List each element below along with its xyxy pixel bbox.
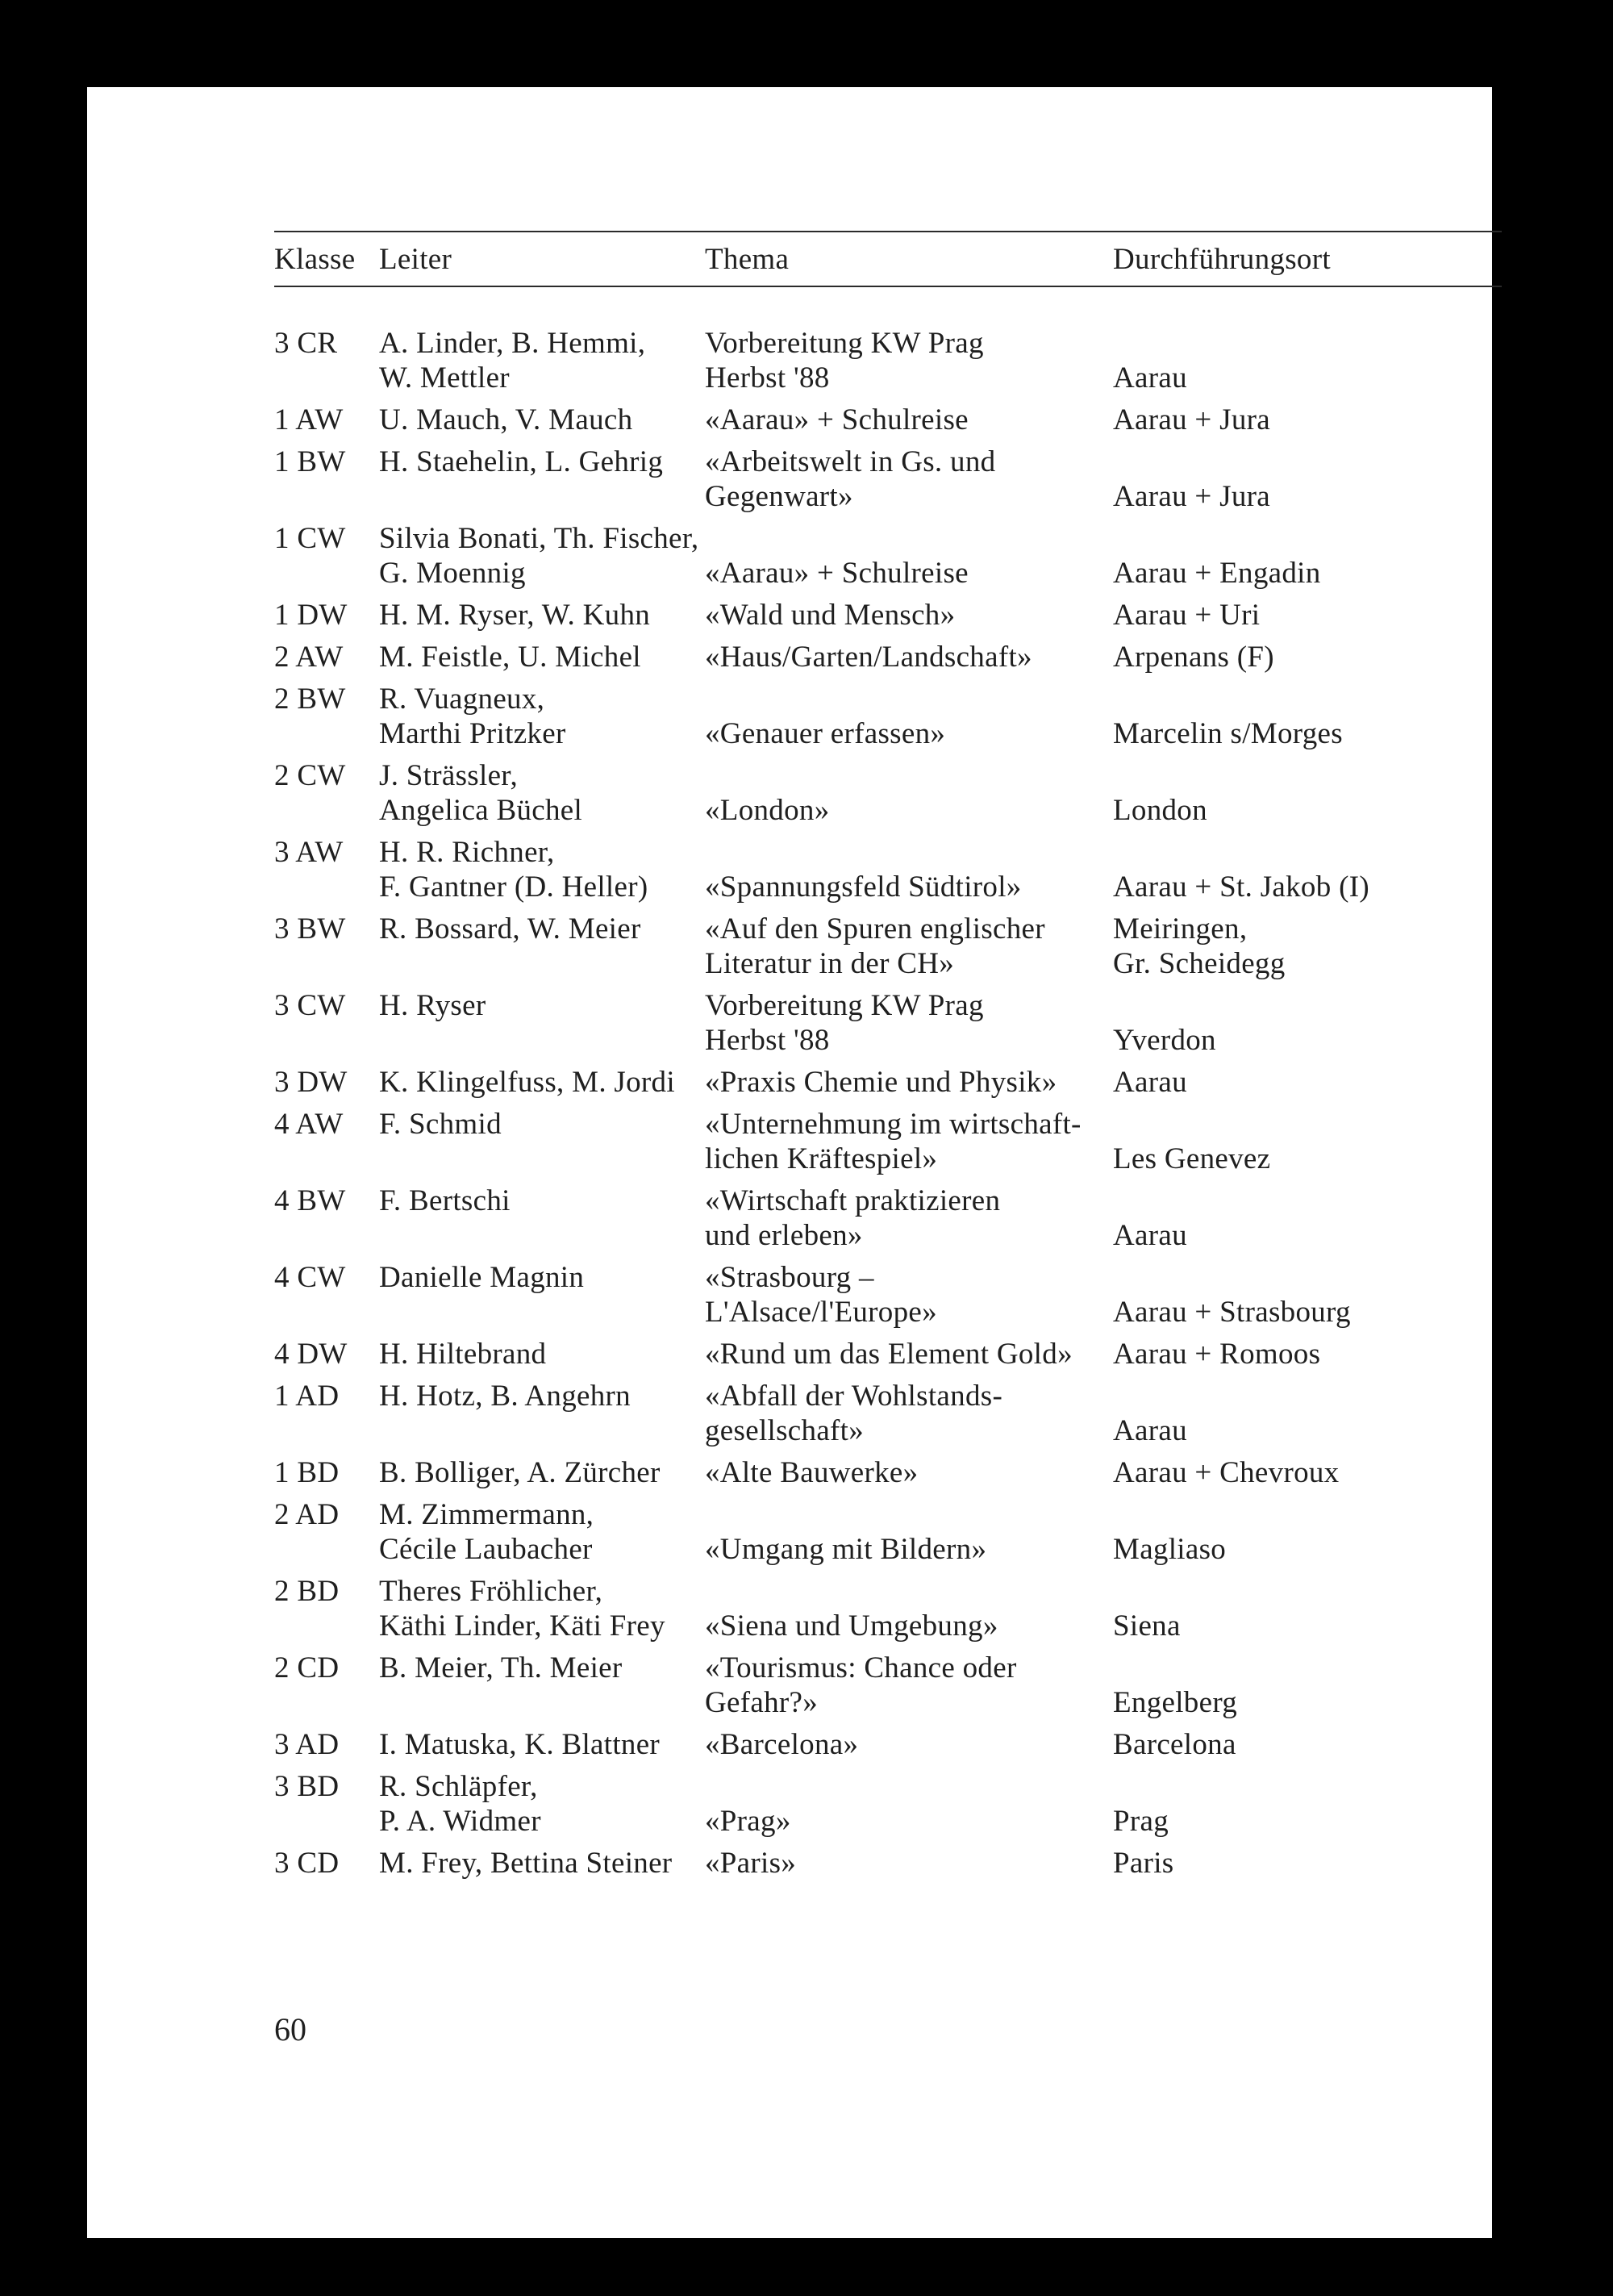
thema-line: «Arbeitswelt in Gs. und bbox=[705, 445, 996, 478]
klasse-text: 1 BW bbox=[274, 445, 346, 478]
leiter-line: Silvia Bonati, Th. Fischer, bbox=[379, 522, 699, 555]
ort-line bbox=[1113, 1379, 1187, 1413]
leiter-cell bbox=[379, 682, 566, 751]
thema-line: «London» bbox=[705, 794, 830, 827]
thema-cell bbox=[705, 640, 1032, 674]
klasse-text: 3 CR bbox=[274, 327, 338, 360]
leiter-cell bbox=[379, 1497, 594, 1567]
leiter-line: K. Klingelfuss, M. Jordi bbox=[379, 1066, 675, 1099]
klasse-text: 2 BD bbox=[274, 1575, 340, 1608]
leiter-line: J. Strässler, bbox=[379, 759, 518, 792]
klasse-text: 1 AW bbox=[274, 403, 344, 436]
leiter-line: R. Vuagneux, bbox=[379, 683, 545, 716]
klasse-text: 2 CW bbox=[274, 759, 346, 792]
leiter-line: F. Gantner (D. Heller) bbox=[379, 870, 648, 904]
table-row bbox=[87, 1497, 1492, 1567]
leiter-cell bbox=[379, 912, 641, 946]
leiter-line: H. Hiltebrand bbox=[379, 1338, 547, 1371]
klasse-cell bbox=[274, 912, 346, 946]
thema-cell bbox=[705, 1497, 986, 1567]
ort-cell bbox=[1113, 1846, 1174, 1881]
table-body bbox=[87, 326, 1492, 1888]
thema-cell bbox=[705, 912, 1045, 981]
thema-cell bbox=[705, 835, 1022, 904]
table-row bbox=[87, 1183, 1492, 1253]
table-row bbox=[87, 1574, 1492, 1643]
ort-cell bbox=[1113, 1065, 1187, 1100]
ort-line bbox=[1113, 1183, 1187, 1218]
thema-cell bbox=[705, 521, 969, 591]
leiter-line: R. Bossard, W. Meier bbox=[379, 912, 641, 946]
klasse-text: 3 BW bbox=[274, 912, 346, 946]
thema-cell bbox=[705, 988, 984, 1058]
thema-cell bbox=[705, 1379, 1002, 1448]
ort-cell bbox=[1113, 640, 1274, 674]
ort-line bbox=[1113, 988, 1216, 1023]
thema-line bbox=[705, 682, 945, 716]
thema-line: «Tourismus: Chance oder bbox=[705, 1651, 1017, 1684]
ort-line bbox=[1113, 1574, 1181, 1609]
ort-line: Yverdon bbox=[1113, 1024, 1216, 1057]
ort-cell bbox=[1113, 682, 1343, 751]
leiter-line: F. Schmid bbox=[379, 1108, 502, 1141]
table-row bbox=[87, 758, 1492, 828]
table-row bbox=[87, 912, 1492, 981]
ort-line: Siena bbox=[1113, 1609, 1181, 1643]
klasse-cell bbox=[274, 1337, 348, 1371]
ort-cell bbox=[1113, 912, 1286, 981]
thema-line: «Abfall der Wohlstands- bbox=[705, 1380, 1003, 1413]
leiter-line: A. Linder, B. Hemmi, bbox=[379, 327, 646, 360]
klasse-cell bbox=[274, 1107, 344, 1142]
leiter-line: M. Frey, Bettina Steiner bbox=[379, 1847, 673, 1880]
ort-cell bbox=[1113, 598, 1260, 632]
klasse-text: 2 AW bbox=[274, 641, 344, 674]
ort-cell bbox=[1113, 403, 1270, 437]
thema-line: lichen Kräftespiel» bbox=[705, 1142, 938, 1175]
thema-cell bbox=[705, 682, 945, 751]
leiter-cell bbox=[379, 1769, 541, 1839]
thema-line: «Praxis Chemie und Physik» bbox=[705, 1066, 1057, 1099]
ort-cell bbox=[1113, 1574, 1181, 1643]
thema-line bbox=[705, 521, 969, 556]
ort-cell bbox=[1113, 1337, 1320, 1371]
thema-line bbox=[705, 1497, 986, 1532]
klasse-cell bbox=[274, 1497, 339, 1532]
klasse-text: 1 BD bbox=[274, 1456, 340, 1489]
thema-line: Gegenwart» bbox=[705, 480, 853, 513]
klasse-cell bbox=[274, 403, 344, 437]
leiter-line: M. Zimmermann, bbox=[379, 1498, 594, 1531]
thema-line: «Wirtschaft praktizieren bbox=[705, 1184, 1001, 1217]
thema-line: «Wald und Mensch» bbox=[705, 599, 956, 632]
table-row bbox=[87, 326, 1492, 395]
document-page bbox=[87, 87, 1492, 2238]
ort-line: Aarau + Jura bbox=[1113, 403, 1270, 436]
thema-cell bbox=[705, 1769, 791, 1839]
table-row bbox=[87, 1337, 1492, 1371]
header-klasse: Klasse bbox=[274, 243, 356, 276]
ort-line: Aarau bbox=[1113, 1414, 1187, 1447]
leiter-cell bbox=[379, 1846, 672, 1881]
leiter-line: B. Bolliger, A. Zürcher bbox=[379, 1456, 661, 1489]
thema-line bbox=[705, 1574, 998, 1609]
leiter-line: H. Hotz, B. Angehrn bbox=[379, 1380, 631, 1413]
leiter-cell bbox=[379, 988, 486, 1023]
klasse-cell bbox=[274, 1574, 339, 1609]
leiter-line: P. A. Widmer bbox=[379, 1805, 541, 1838]
klasse-cell bbox=[274, 1379, 339, 1413]
leiter-line: H. M. Ryser, W. Kuhn bbox=[379, 599, 651, 632]
ort-line bbox=[1113, 326, 1187, 361]
thema-cell bbox=[705, 1846, 796, 1881]
thema-line: Literatur in der CH» bbox=[705, 947, 955, 980]
ort-line: Prag bbox=[1113, 1805, 1169, 1838]
ort-line: Aarau bbox=[1113, 361, 1187, 394]
leiter-cell bbox=[379, 1183, 511, 1218]
ort-line: Aarau + Strasbourg bbox=[1113, 1296, 1351, 1329]
ort-line bbox=[1113, 1497, 1226, 1532]
ort-line: Aarau + Chevroux bbox=[1113, 1456, 1340, 1489]
klasse-cell bbox=[274, 1769, 339, 1804]
thema-cell bbox=[705, 403, 969, 437]
table-header-rule bbox=[274, 286, 1502, 287]
thema-line: «Paris» bbox=[705, 1847, 797, 1880]
klasse-text: 2 BW bbox=[274, 683, 346, 716]
leiter-line: G. Moennig bbox=[379, 557, 526, 590]
thema-cell bbox=[705, 1107, 1082, 1176]
leiter-cell bbox=[379, 1107, 502, 1142]
leiter-cell bbox=[379, 326, 645, 395]
thema-cell bbox=[705, 1727, 858, 1762]
thema-cell bbox=[705, 1651, 1017, 1720]
thema-line: «Unternehmung im wirtschaft- bbox=[705, 1108, 1082, 1141]
thema-line: «Aarau» + Schulreise bbox=[705, 557, 969, 590]
ort-line bbox=[1113, 1769, 1169, 1804]
table-row bbox=[87, 1769, 1492, 1839]
klasse-cell bbox=[274, 1065, 348, 1100]
table-row bbox=[87, 640, 1492, 674]
ort-line bbox=[1113, 682, 1343, 716]
leiter-line: Marthi Pritzker bbox=[379, 717, 566, 750]
thema-line: «Spannungsfeld Südtirol» bbox=[705, 870, 1022, 904]
leiter-cell bbox=[379, 403, 632, 437]
ort-cell bbox=[1113, 1455, 1339, 1490]
thema-line bbox=[705, 758, 830, 793]
leiter-cell bbox=[379, 1574, 665, 1643]
thema-cell bbox=[705, 1183, 1000, 1253]
thema-line: Herbst '88 bbox=[705, 361, 830, 394]
thema-line: «Barcelona» bbox=[705, 1728, 859, 1761]
ort-line bbox=[1113, 1651, 1237, 1685]
klasse-text: 4 DW bbox=[274, 1338, 348, 1371]
thema-line: «Aarau» + Schulreise bbox=[705, 403, 969, 436]
ort-line: Magliaso bbox=[1113, 1533, 1227, 1566]
klasse-cell bbox=[274, 326, 337, 361]
ort-line: Aarau + St. Jakob (I) bbox=[1113, 870, 1369, 904]
leiter-line: U. Mauch, V. Mauch bbox=[379, 403, 633, 436]
header-thema: Thema bbox=[705, 243, 790, 276]
thema-line: «Prag» bbox=[705, 1805, 791, 1838]
klasse-cell bbox=[274, 1846, 339, 1881]
leiter-line: Danielle Magnin bbox=[379, 1261, 585, 1294]
leiter-cell bbox=[379, 1337, 546, 1371]
leiter-cell bbox=[379, 1455, 661, 1490]
table-row bbox=[87, 1455, 1492, 1490]
thema-cell bbox=[705, 598, 955, 632]
leiter-cell bbox=[379, 1065, 675, 1100]
ort-cell bbox=[1113, 835, 1369, 904]
thema-line: gesellschaft» bbox=[705, 1414, 865, 1447]
thema-cell bbox=[705, 1260, 937, 1330]
ort-line: Aarau bbox=[1113, 1219, 1187, 1252]
klasse-text: 2 AD bbox=[274, 1498, 340, 1531]
leiter-cell bbox=[379, 1727, 660, 1762]
thema-line: Herbst '88 bbox=[705, 1024, 830, 1057]
klasse-cell bbox=[274, 445, 346, 479]
leiter-cell bbox=[379, 640, 641, 674]
leiter-line: Theres Fröhlicher, bbox=[379, 1575, 603, 1608]
klasse-cell bbox=[274, 521, 346, 556]
leiter-line: W. Mettler bbox=[379, 361, 510, 394]
ort-line: Aarau bbox=[1113, 1066, 1187, 1099]
ort-line: Aarau + Engadin bbox=[1113, 557, 1321, 590]
ort-line bbox=[1113, 835, 1369, 870]
leiter-line: H. Ryser bbox=[379, 989, 486, 1022]
ort-line bbox=[1113, 758, 1207, 793]
table-row bbox=[87, 988, 1492, 1058]
leiter-cell bbox=[379, 1260, 584, 1295]
leiter-line: Cécile Laubacher bbox=[379, 1533, 593, 1566]
klasse-cell bbox=[274, 988, 346, 1023]
leiter-cell bbox=[379, 1379, 631, 1413]
klasse-text: 3 BD bbox=[274, 1770, 340, 1803]
thema-cell bbox=[705, 1574, 998, 1643]
table-row bbox=[87, 1065, 1492, 1100]
table-row bbox=[87, 1651, 1492, 1720]
thema-cell bbox=[705, 1337, 1073, 1371]
ort-line: Aarau + Uri bbox=[1113, 599, 1261, 632]
klasse-text: 3 DW bbox=[274, 1066, 348, 1099]
klasse-cell bbox=[274, 640, 344, 674]
leiter-line: H. R. Richner, bbox=[379, 836, 555, 869]
ort-cell bbox=[1113, 1107, 1270, 1176]
ort-cell bbox=[1113, 1497, 1226, 1567]
klasse-text: 4 BW bbox=[274, 1184, 346, 1217]
thema-line bbox=[705, 1769, 791, 1804]
klasse-cell bbox=[274, 1651, 339, 1685]
ort-cell bbox=[1113, 988, 1216, 1058]
table-row bbox=[87, 445, 1492, 514]
leiter-line: Käthi Linder, Käti Frey bbox=[379, 1609, 665, 1643]
leiter-line: R. Schläpfer, bbox=[379, 1770, 538, 1803]
ort-cell bbox=[1113, 521, 1321, 591]
ort-line: Barcelona bbox=[1113, 1728, 1236, 1761]
ort-line bbox=[1113, 521, 1321, 556]
leiter-line: M. Feistle, U. Michel bbox=[379, 641, 641, 674]
thema-line: und erleben» bbox=[705, 1219, 863, 1252]
thema-line: Vorbereitung KW Prag bbox=[705, 989, 984, 1022]
page-number: 60 bbox=[274, 2011, 306, 2048]
ort-line: Les Genevez bbox=[1113, 1142, 1271, 1175]
leiter-cell bbox=[379, 445, 663, 479]
table-row bbox=[87, 521, 1492, 591]
ort-line: Meiringen, bbox=[1113, 912, 1248, 946]
thema-line: «Siena und Umgebung» bbox=[705, 1609, 998, 1643]
klasse-text: 3 CD bbox=[274, 1847, 340, 1880]
ort-line bbox=[1113, 1107, 1270, 1142]
leiter-line: Angelica Büchel bbox=[379, 794, 583, 827]
thema-cell bbox=[705, 326, 984, 395]
table-row bbox=[87, 1379, 1492, 1448]
ort-cell bbox=[1113, 1769, 1169, 1839]
klasse-cell bbox=[274, 1183, 346, 1218]
thema-line: Gefahr?» bbox=[705, 1686, 819, 1719]
table-row bbox=[87, 598, 1492, 632]
klasse-cell bbox=[274, 835, 344, 870]
klasse-cell bbox=[274, 1727, 339, 1762]
thema-line: L'Alsace/l'Europe» bbox=[705, 1296, 937, 1329]
thema-line: «Auf den Spuren englischer bbox=[705, 912, 1045, 946]
klasse-text: 4 CW bbox=[274, 1261, 346, 1294]
ort-line: Engelberg bbox=[1113, 1686, 1238, 1719]
header-ort: Durchführungsort bbox=[1113, 243, 1331, 276]
ort-line: Aarau + Romoos bbox=[1113, 1338, 1321, 1371]
leiter-line: B. Meier, Th. Meier bbox=[379, 1651, 623, 1684]
leiter-cell bbox=[379, 758, 582, 828]
thema-line: «Haus/Garten/Landschaft» bbox=[705, 641, 1032, 674]
klasse-text: 3 AW bbox=[274, 836, 344, 869]
ort-line: Gr. Scheidegg bbox=[1113, 947, 1286, 980]
ort-line bbox=[1113, 445, 1270, 479]
thema-line: Vorbereitung KW Prag bbox=[705, 327, 984, 360]
ort-cell bbox=[1113, 1651, 1237, 1720]
ort-line: Marcelin s/Morges bbox=[1113, 717, 1343, 750]
ort-line: London bbox=[1113, 794, 1207, 827]
leiter-line: F. Bertschi bbox=[379, 1184, 511, 1217]
ort-line: Paris bbox=[1113, 1847, 1174, 1880]
thema-line: «Genauer erfassen» bbox=[705, 717, 946, 750]
table-row bbox=[87, 835, 1492, 904]
klasse-text: 1 CW bbox=[274, 522, 346, 555]
thema-cell bbox=[705, 1065, 1057, 1100]
ort-cell bbox=[1113, 1379, 1187, 1448]
klasse-cell bbox=[274, 682, 346, 716]
table-row bbox=[87, 1260, 1492, 1330]
leiter-cell bbox=[379, 1651, 623, 1685]
thema-line bbox=[705, 835, 1022, 870]
table-row bbox=[87, 1727, 1492, 1762]
thema-cell bbox=[705, 1455, 918, 1490]
thema-line: «Strasbourg – bbox=[705, 1261, 874, 1294]
klasse-cell bbox=[274, 1455, 339, 1490]
klasse-text: 1 AD bbox=[274, 1380, 340, 1413]
table-row bbox=[87, 1846, 1492, 1881]
ort-line: Arpenans (F) bbox=[1113, 641, 1274, 674]
table-top-rule bbox=[274, 231, 1502, 232]
klasse-cell bbox=[274, 1260, 346, 1295]
leiter-line: H. Staehelin, L. Gehrig bbox=[379, 445, 664, 478]
klasse-cell bbox=[274, 758, 346, 793]
ort-cell bbox=[1113, 1260, 1351, 1330]
thema-line: «Alte Bauwerke» bbox=[705, 1456, 919, 1489]
klasse-text: 3 CW bbox=[274, 989, 346, 1022]
leiter-cell bbox=[379, 598, 650, 632]
leiter-line: I. Matuska, K. Blattner bbox=[379, 1728, 661, 1761]
ort-cell bbox=[1113, 1727, 1236, 1762]
ort-line: Aarau + Jura bbox=[1113, 480, 1270, 513]
klasse-text: 3 AD bbox=[274, 1728, 340, 1761]
ort-cell bbox=[1113, 326, 1187, 395]
klasse-text: 4 AW bbox=[274, 1108, 344, 1141]
thema-cell bbox=[705, 758, 830, 828]
ort-line bbox=[1113, 1260, 1351, 1295]
klasse-text: 1 DW bbox=[274, 599, 348, 632]
ort-cell bbox=[1113, 445, 1270, 514]
thema-line: «Rund um das Element Gold» bbox=[705, 1338, 1073, 1371]
klasse-text: 2 CD bbox=[274, 1651, 340, 1684]
header-leiter: Leiter bbox=[379, 243, 452, 276]
table-row bbox=[87, 1107, 1492, 1176]
table-row bbox=[87, 682, 1492, 751]
ort-cell bbox=[1113, 1183, 1187, 1253]
leiter-cell bbox=[379, 835, 648, 904]
klasse-cell bbox=[274, 598, 348, 632]
leiter-cell bbox=[379, 521, 698, 591]
ort-cell bbox=[1113, 758, 1207, 828]
thema-cell bbox=[705, 445, 995, 514]
thema-line: «Umgang mit Bildern» bbox=[705, 1533, 987, 1566]
table-row bbox=[87, 403, 1492, 437]
